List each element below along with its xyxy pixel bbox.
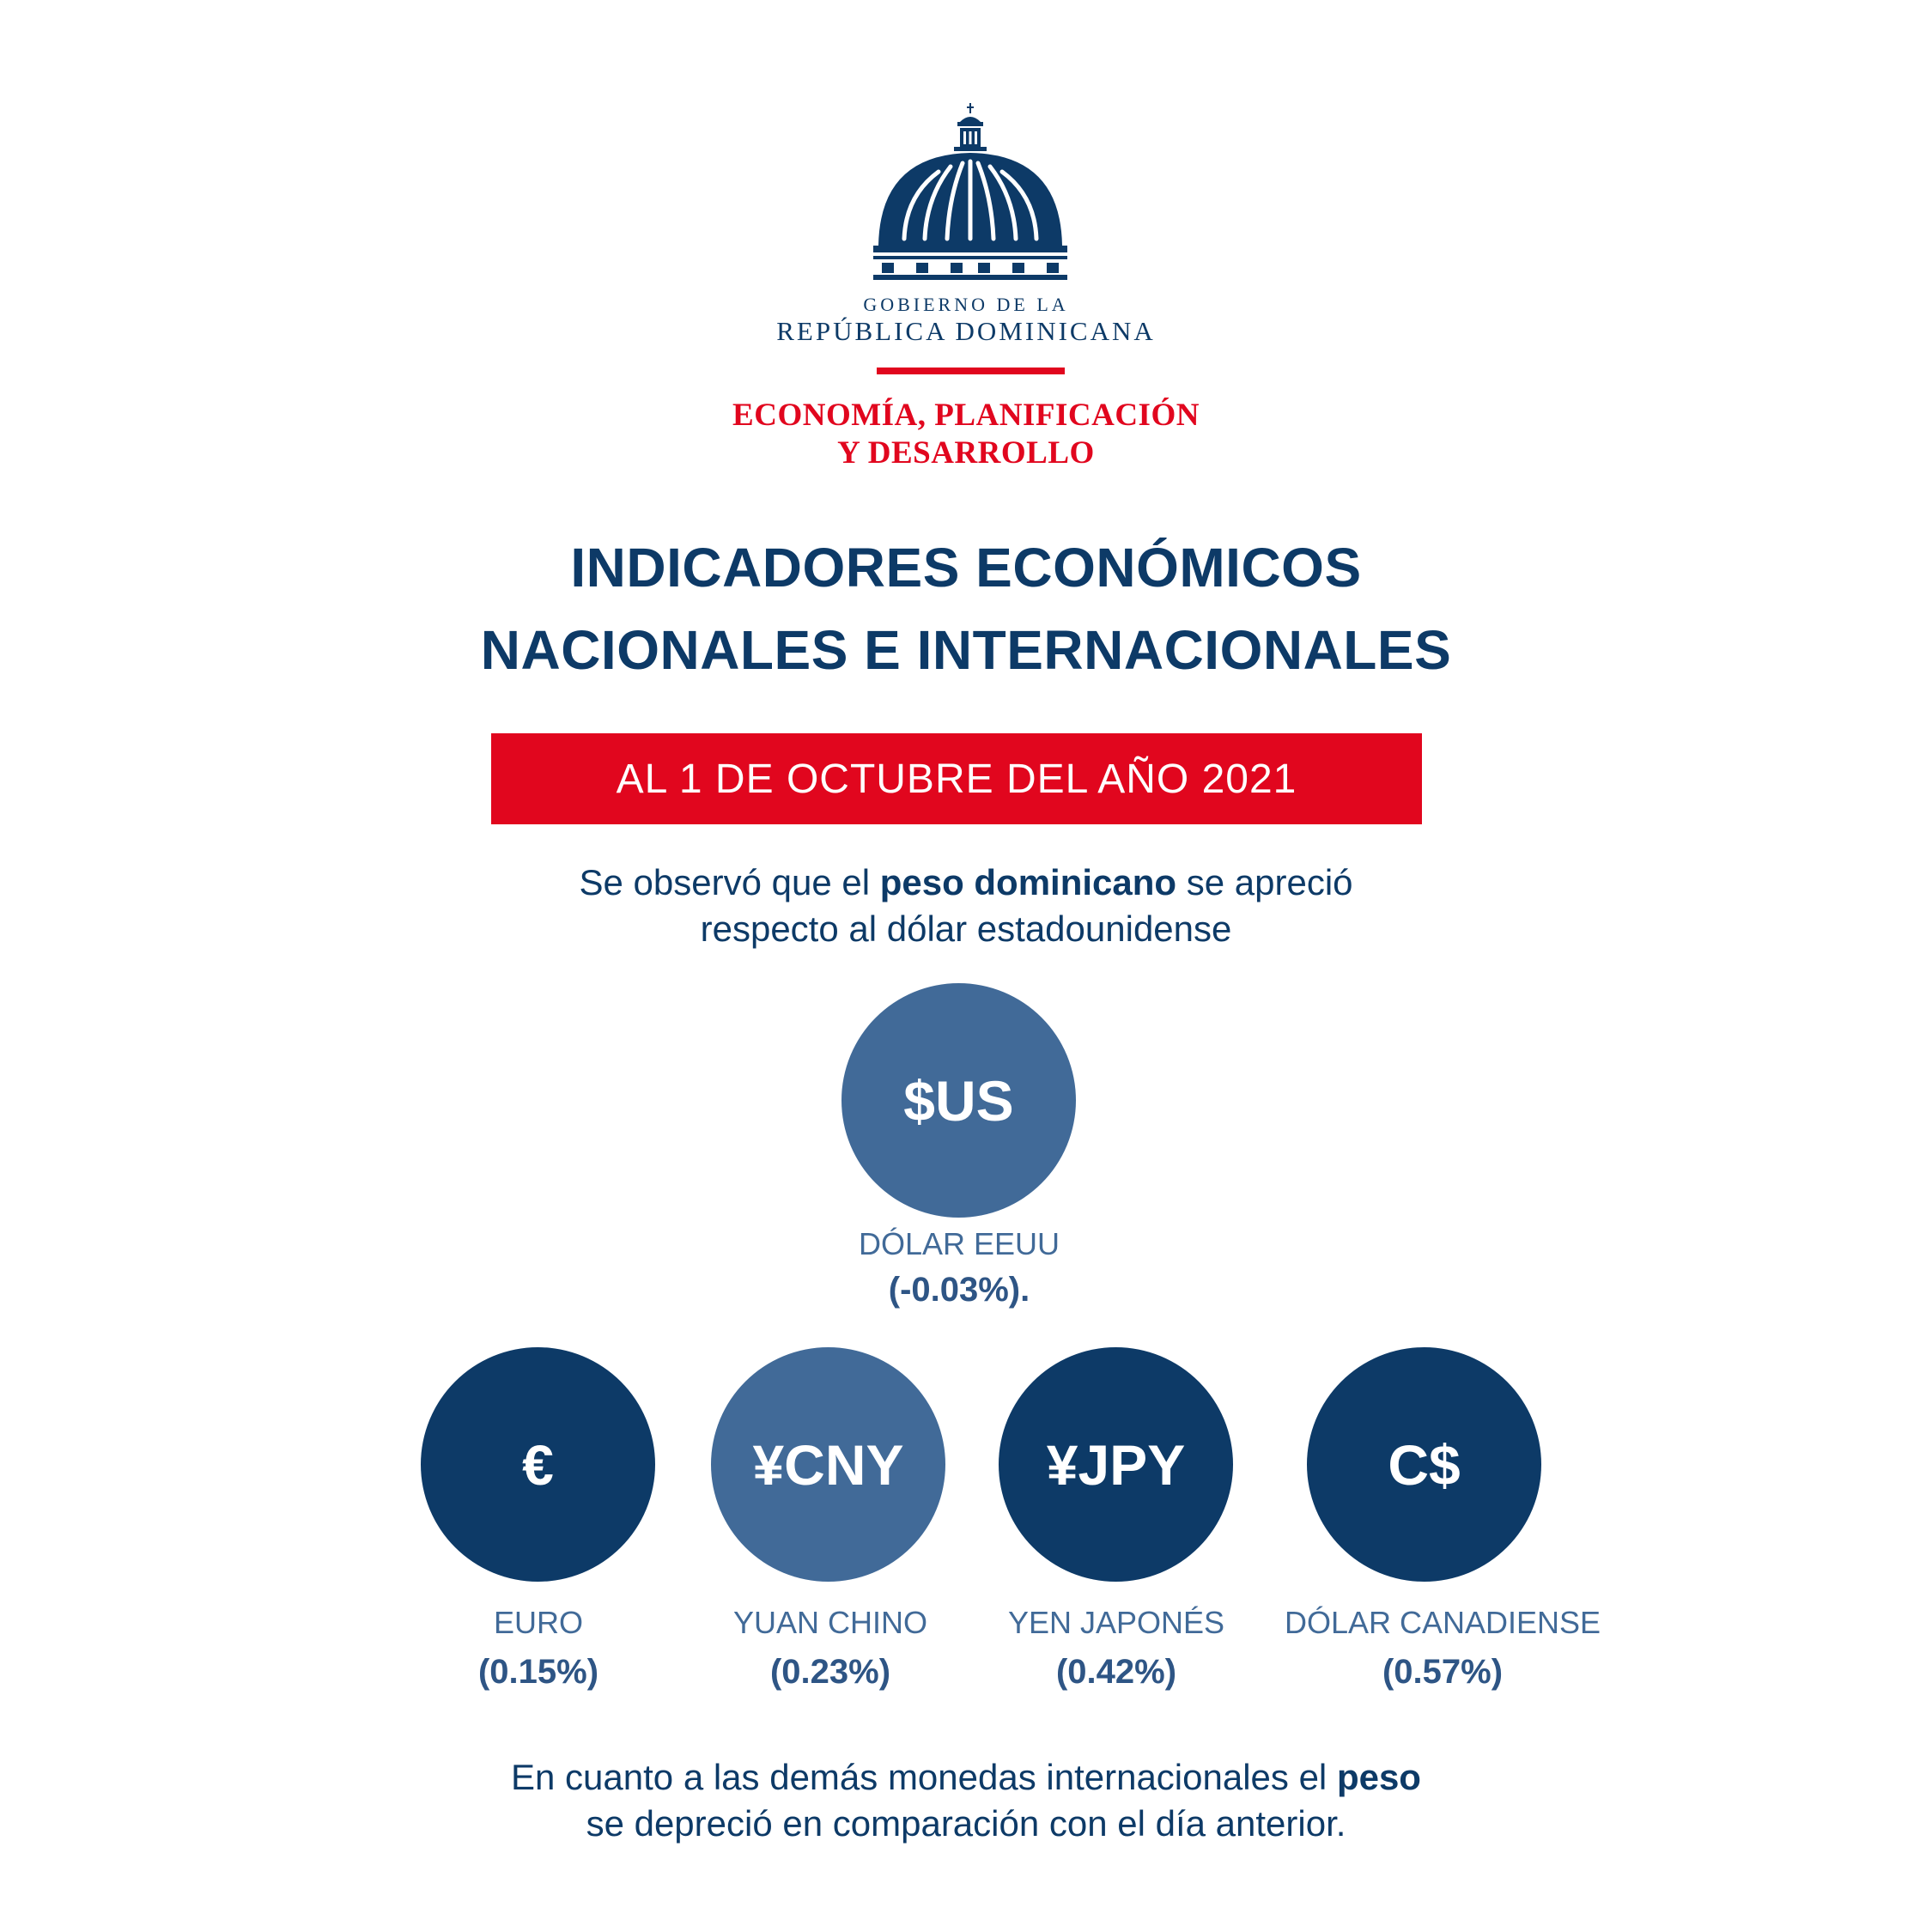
- outro-text-line2: se depreció en comparación con el día anterior.: [586, 1803, 1346, 1844]
- cad-currency-name: DÓLAR CANADIENSE: [1284, 1605, 1601, 1640]
- outro-text-highlight: peso: [1336, 1757, 1421, 1797]
- eur-currency-name: EURO: [493, 1605, 583, 1640]
- eur-currency-circle: €: [421, 1347, 655, 1582]
- jpy-currency-name: YEN JAPONÉS: [1007, 1605, 1225, 1640]
- logo-government-label: GOBIERNO DE LA: [863, 294, 1069, 315]
- cad-currency-circle: C$: [1307, 1347, 1541, 1582]
- page-title-line1: INDICADORES ECONÓMICOS: [570, 537, 1362, 598]
- cny-currency-circle: ¥CNY: [711, 1347, 945, 1582]
- logo-divider: [877, 368, 1065, 374]
- jpy-currency-circle: ¥JPY: [999, 1347, 1233, 1582]
- cny-currency-name: YUAN CHINO: [732, 1605, 928, 1640]
- intro-text-post: se apreció: [1176, 862, 1353, 902]
- cny-currency-change: (0.23%): [769, 1653, 891, 1691]
- page-title-line2: NACIONALES E INTERNACIONALES: [480, 619, 1452, 681]
- ministry-name-line1: ECONOMÍA, PLANIFICACIÓN: [732, 398, 1200, 433]
- intro-text-line1: [0, 862, 1932, 903]
- intro-text-pre: Se observó que el: [579, 862, 880, 902]
- date-banner: AL 1 DE OCTUBRE DEL AÑO 2021: [491, 733, 1422, 824]
- logo-country-label: REPÚBLICA DOMINICANA: [776, 316, 1156, 346]
- intro-text-highlight: peso dominicano: [879, 862, 1177, 902]
- ministry-name-line2: Y DESARROLLO: [837, 435, 1095, 471]
- usd-currency-name: DÓLAR EEUU: [858, 1226, 1060, 1261]
- cad-currency-change: (0.57%): [1382, 1653, 1504, 1691]
- outro-text-line1: [0, 1757, 1932, 1798]
- outro-text-pre: En cuanto a las demás monedas internacionales el: [511, 1757, 1337, 1797]
- usd-currency-change: (-0.03%).: [888, 1271, 1030, 1309]
- eur-currency-change: (0.15%): [477, 1653, 599, 1691]
- usd-currency-circle: $US: [841, 983, 1076, 1218]
- government-dome-logo: [872, 101, 1069, 290]
- jpy-currency-change: (0.42%): [1055, 1653, 1177, 1691]
- intro-text-line2: respecto al dólar estadounidense: [700, 908, 1232, 949]
